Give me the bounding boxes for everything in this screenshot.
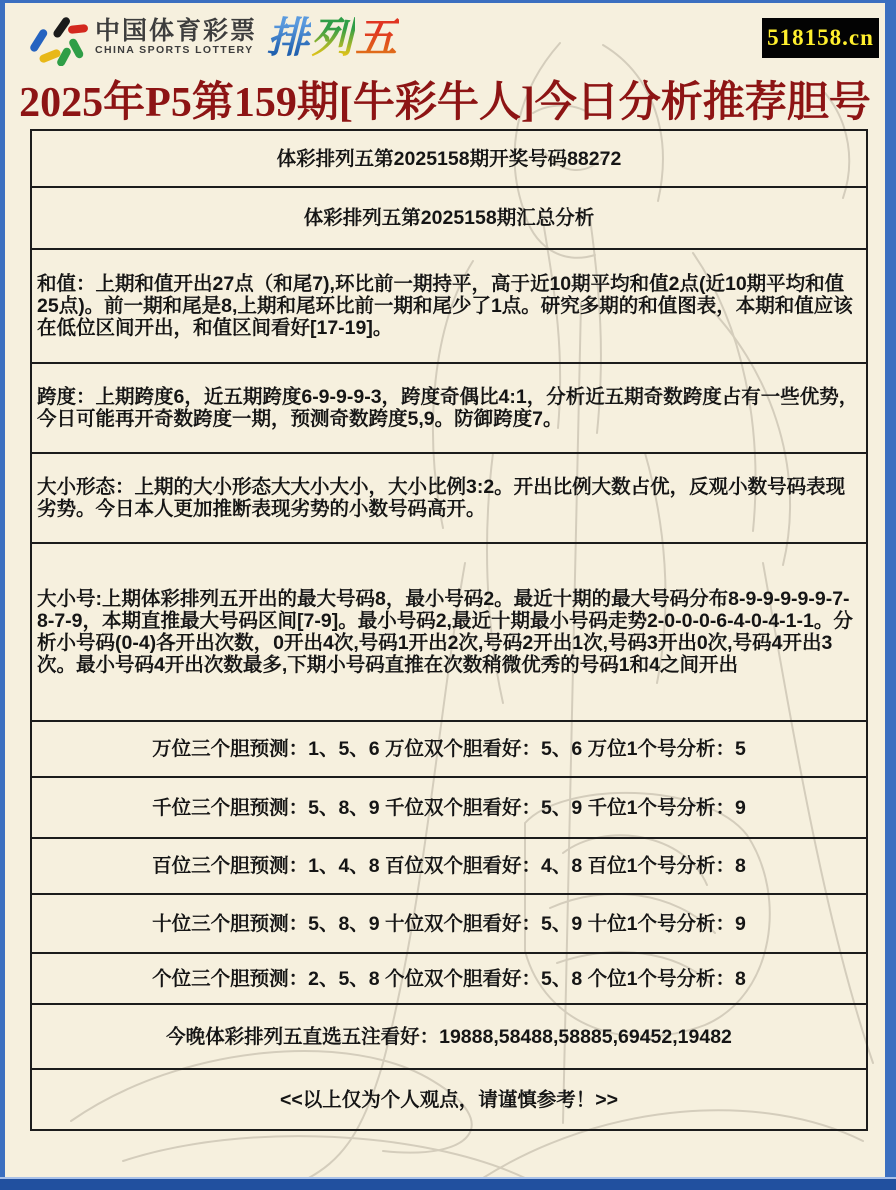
row-shi-prediction: 十位三个胆预测：5、8、9 十位双个胆看好：5、9 十位1个号分析：9: [32, 895, 866, 954]
row-sum-analysis: 和值：上期和值开出27点（和尾7),环比前一期持平，高于近10期平均和值2点(近10期平均和值25点)。前一期和尾是8,上期和尾环比前一期和尾少了1点。研究多期的和值图表，本期和值应该在低位区间开出，和值区间看好[17-19]。: [32, 250, 866, 364]
logo-text-block: [95, 18, 257, 57]
row-bai-prediction: 百位三个胆预测：1、4、8 百位双个胆看好：4、8 百位1个号分析：8: [32, 839, 866, 895]
sports-lottery-logo-icon: [27, 14, 89, 66]
row-maxmin-analysis: 大小号:上期体彩排列五开出的最大号码8，最小号码2。最近十期的最大号码分布8-9-9-9-9-9-7-8-7-9，本期直推最大号码区间[7-9]。最小号码2,最近十期最小号码走势2-0-0-0-6-4-0-4-1-1。分析小号码(0-4)各开出次数，0开出4次,号码1开出2次,号码2开出1次,号码3开出0次,号码4开出3次。最小号码4开出次数最多,下期小号码直推在次数稍微优秀的号码1和4之间开出: [32, 544, 866, 722]
product-char-1: 排: [267, 14, 312, 61]
logo-english-name: CHINA SPORTS LOTTERY: [95, 44, 254, 56]
site-domain-badge: [762, 18, 879, 58]
row-disclaimer: <<以上仅为个人观点，请谨慎参考！>>: [279, 1088, 619, 1111]
product-name-pailiewu: [267, 14, 399, 62]
row-draw-result: 体彩排列五第2025158期开奖号码88272: [32, 131, 866, 188]
row-qian-prediction: 千位三个胆预测：5、8、9 千位双个胆看好：5、9 千位1个号分析：9: [32, 778, 866, 839]
bottom-blue-bar: [0, 1177, 896, 1190]
row-summary-header: 体彩排列五第2025158期汇总分析: [32, 188, 866, 250]
row-ge-prediction: 个位三个胆预测：2、5、8 个位双个胆看好：5、8 个位1个号分析：8: [32, 954, 866, 1005]
product-char-3: 五: [355, 14, 400, 61]
paper-background: [5, 3, 885, 1178]
row-wan-prediction: 万位三个胆预测：1、5、6 万位双个胆看好：5、6 万位1个号分析：5: [32, 722, 866, 778]
page-title: 2025年P5第159期[牛彩牛人]今日分析推荐胆号: [19, 80, 871, 126]
site-domain-text: 518158.cn: [767, 25, 874, 50]
row-span-analysis: 跨度：上期跨度6，近五期跨度6-9-9-9-3，跨度奇偶比4:1，分析近五期奇数跨度占有一些优势，今日可能再开奇数跨度一期，预测奇数跨度5,9。防御跨度7。: [32, 364, 866, 454]
sports-lottery-logo: [27, 14, 399, 66]
row-direct-picks: 今晚体彩排列五直选五注看好：19888,58488,58885,69452,19482: [32, 1005, 866, 1070]
logo-chinese-name: 中国体育彩票: [95, 17, 258, 45]
product-char-2: 列: [311, 14, 356, 61]
row-size-pattern: 大小形态：上期的大小形态大大小大小，大小比例3:2。开出比例大数占优，反观小数号码表现劣势。今日本人更加推断表现劣势的小数号码高开。: [32, 454, 866, 544]
analysis-table: [30, 129, 868, 1131]
